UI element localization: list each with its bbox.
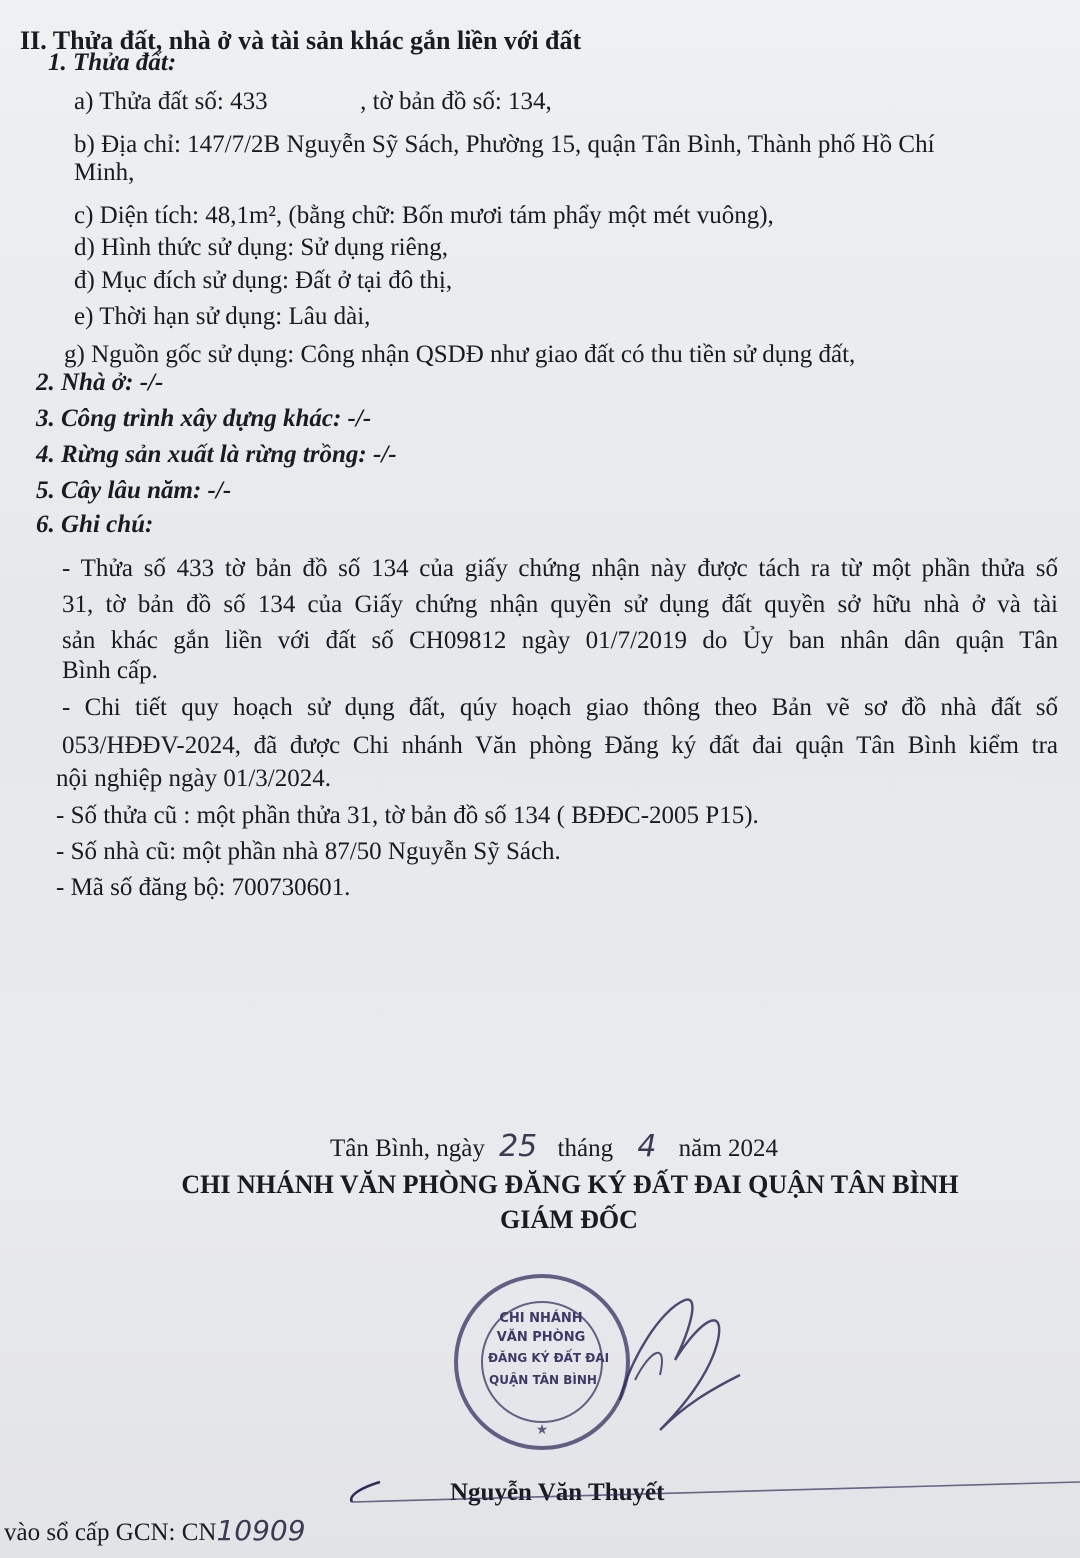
stamp-text-3: ĐĂNG KÝ ĐẤT ĐAI bbox=[488, 1351, 610, 1365]
note-old-parcel: - Số thửa cũ : một phần thửa 31, tờ bản đồ số 134 ( BĐĐC-2005 P15). bbox=[56, 802, 759, 829]
perennial-item: 5. Cây lâu năm: -/- bbox=[36, 477, 232, 504]
stamp-text-4: QUẬN TÂN BÌNH bbox=[489, 1373, 597, 1387]
certificate-register-label: vào sổ cấp GCN: CN bbox=[4, 1519, 217, 1546]
other-construction-item: 3. Công trình xây dựng khác: -/- bbox=[36, 405, 372, 432]
note-2-line-1: - Chi tiết quy hoạch sử dụng đất, qúy hoạch giao thông theo Bản vẽ sơ đồ nhà đất số bbox=[62, 694, 1058, 721]
note-1-line-2: 31, tờ bản đồ số 134 của Giấy chứng nhận quyền sử dụng đất quyền sở hữu nhà ở và tài bbox=[62, 591, 1058, 618]
date-day-handwritten: 25 bbox=[499, 1129, 538, 1164]
area-line: c) Diện tích: 48,1m², (bằng chữ: Bốn mươi tám phẩy một mét vuông), bbox=[74, 202, 774, 229]
land-parcel-number: 433 bbox=[230, 88, 268, 115]
certificate-register-line bbox=[4, 1516, 306, 1548]
note-1-line-1: - Thửa số 433 tờ bản đồ số 134 của giấy chứng nhận này được tách ra từ một phần thửa số bbox=[62, 555, 1058, 582]
handwritten-signature bbox=[590, 1280, 750, 1450]
note-2-line-2: 053/HĐĐV-2024, đã được Chi nhánh Văn phòng Đăng ký đất đai quận Tân Bình kiểm tra bbox=[62, 732, 1058, 759]
date-year: năm 2024 bbox=[678, 1135, 778, 1162]
date-month-handwritten: 4 bbox=[637, 1129, 657, 1164]
land-parcel-line bbox=[74, 87, 552, 117]
address-line-1: b) Địa chỉ: 147/7/2B Nguyễn Sỹ Sách, Phường 15, quận Tân Bình, Thành phố Hồ Chí bbox=[74, 131, 935, 158]
usage-term-line: e) Thời hạn sử dụng: Lâu dài, bbox=[74, 303, 371, 330]
land-parcel-label: a) Thửa đất số: bbox=[74, 88, 224, 115]
signature-underline bbox=[340, 1474, 1080, 1534]
notes-heading: 6. Ghi chú: bbox=[36, 511, 154, 538]
stamp-text-2: VĂN PHÒNG bbox=[496, 1330, 586, 1345]
note-2-line-3: nội nghiệp ngày 01/3/2024. bbox=[56, 765, 331, 792]
note-1-line-4: Bình cấp. bbox=[62, 657, 158, 684]
date-line bbox=[330, 1129, 778, 1164]
usage-form-line: d) Hình thức sử dụng: Sử dụng riêng, bbox=[74, 234, 448, 261]
land-heading: 1. Thửa đất: bbox=[48, 49, 177, 76]
house-item: 2. Nhà ở: -/- bbox=[36, 369, 164, 396]
director-title: GIÁM ĐỐC bbox=[500, 1205, 638, 1234]
certificate-number-handwritten: 10909 bbox=[216, 1514, 306, 1547]
issuing-organization: CHI NHÁNH VĂN PHÒNG ĐĂNG KÝ ĐẤT ĐAI QUẬN TÂN BÌNH bbox=[181, 1170, 959, 1199]
section-title: II. Thửa đất, nhà ở và tài sản khác gắn liền với đất bbox=[20, 26, 582, 55]
note-registration-code: - Mã số đăng bộ: 700730601. bbox=[56, 874, 351, 901]
stamp-text-1: CHI NHÁNH bbox=[499, 1311, 583, 1326]
date-month-label: tháng bbox=[557, 1135, 614, 1162]
address-line-2: Minh, bbox=[74, 159, 135, 186]
usage-origin-line: g) Nguồn gốc sử dụng: Công nhận QSDĐ như giao đất có thu tiền sử dụng đất, bbox=[64, 341, 856, 368]
forest-item: 4. Rừng sản xuất là rừng trồng: -/- bbox=[36, 441, 397, 468]
date-place-label: Tân Bình, ngày bbox=[330, 1135, 485, 1162]
svg-text:★: ★ bbox=[535, 1422, 549, 1438]
director-name: Nguyễn Văn Thuyết bbox=[450, 1479, 665, 1506]
map-sheet-number: 134, bbox=[508, 88, 552, 115]
usage-purpose-line: đ) Mục đích sử dụng: Đất ở tại đô thị, bbox=[74, 267, 453, 294]
note-1-line-3: sản khác gắn liền với đất số CH09812 ngày 01/7/2019 do Ủy ban nhân dân quận Tân bbox=[62, 627, 1058, 654]
note-old-house: - Số nhà cũ: một phần nhà 87/50 Nguyễn Sỹ Sách. bbox=[56, 838, 561, 865]
map-sheet-label: , tờ bản đồ số: bbox=[360, 88, 502, 115]
